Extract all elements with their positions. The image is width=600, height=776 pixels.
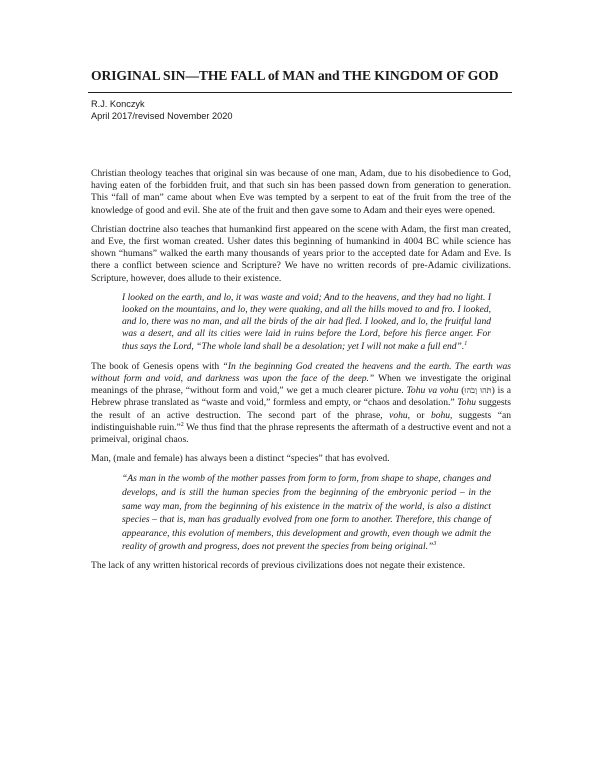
block-quote-earth bbox=[91, 292, 511, 353]
footnote-marker-1: 1 bbox=[464, 340, 468, 347]
term-tohu-va-vohu: Tohu va vohu bbox=[406, 385, 459, 397]
quote-text: I looked on the earth, and lo, it was waste and void; And to the heavens, and they had no light. I looked on the mountains, and lo, they were quaking, and all the hills moved to and fro. I looked, and lo, there was no man, and all the birds of the air had fled. I looked, and lo, the fruitful land was a desert, and all its cities were laid in ruins before the Lord, before his fierce anger. For thus says the Lord, “The whole land shall be a desolation; yet I will not make a full end”. bbox=[122, 291, 491, 352]
quote-text: “As man in the womb of the mother passes from form to form, from shape to shape, changes and develops, and is still the human species from the beginning of the embryonic period – in the same way man, from the beginning of his existence in the matrix of the world, is also a distinct species – that is, man has gradually evolved from one form to another. Therefore, this change of appearance, this evolution of members, this development and growth, even though we admit the reality of growth and progress, does not prevent the species from being original.” bbox=[122, 473, 491, 553]
genesis-quote: “In the beginning God created the heavens and the earth. The earth was without form and void, and darkness was upon the face of the deep.” bbox=[91, 360, 511, 385]
text-segment: suggests the result of an active destruction. The second part of the phrase, bbox=[91, 397, 511, 421]
text-segment: When we investigate the original meanings of the phrase, “without form and void,” we get a much clearer picture. bbox=[91, 373, 511, 397]
text-segment: ( bbox=[458, 385, 465, 397]
text-segment: ) is a Hebrew phrase translated as “waste and void,” formless and empty, or “chaos and desolation.” bbox=[91, 385, 511, 409]
hebrew-phrase: תֹּהוּ וָבֹהוּ bbox=[464, 386, 492, 396]
paragraph-genesis bbox=[91, 361, 511, 446]
revision-date: April 2017/revised November 2020 bbox=[91, 111, 233, 121]
text-segment: The book of Genesis opens with bbox=[91, 360, 223, 372]
document-body bbox=[91, 168, 511, 579]
text-segment: , or bbox=[407, 409, 431, 421]
paragraph-humankind: Christian doctrine also teaches that humankind first appeared on the scene with Adam, the first man created, and Eve, the first woman created. Usher dates this beginning of humankind in 4004 BC while science has shown “humans” walked the earth many thousands of years prior to the accepted date for Adam and Eve. Is there a conflict between science and Scripture? We have no written records of pre-Adamic civilizations. Scripture, however, does allude to their existence. bbox=[91, 223, 511, 284]
term-bohu: bohu bbox=[430, 409, 451, 421]
text-segment: , suggests “an indistinguishable ruin.” bbox=[91, 409, 511, 433]
paragraph-records: The lack of any written historical records of previous civilizations does not negate their existence. bbox=[91, 560, 466, 572]
footnote-marker-3: 3 bbox=[433, 541, 437, 548]
document-title: ORIGINAL SIN—THE FALL of MAN and THE KINGDOM OF GOD bbox=[91, 68, 499, 83]
title-rule bbox=[88, 92, 512, 93]
block-quote-evolution bbox=[91, 472, 511, 554]
footnote-marker-2: 2 bbox=[180, 421, 184, 428]
author-name: R.J. Konczyk bbox=[91, 99, 145, 109]
paragraph-species: Man, (male and female) has always been a distinct “species” that has evolved. bbox=[91, 453, 390, 465]
paragraph-original-sin: Christian theology teaches that original sin was because of one man, Adam, due to his disobedience to God, having eaten of the forbidden fruit, and that such sin has been passed down from generation to generation. This “fall of man” came about when Eve was tempted by a serpent to eat of the fruit from the tree of the knowledge of good and evil. She ate of the fruit and then gave some to Adam and their eyes were opened. bbox=[91, 168, 511, 216]
term-tohu: Tohu bbox=[457, 397, 476, 409]
term-vohu: vohu bbox=[389, 409, 408, 421]
text-segment: We thus find that the phrase represents the aftermath of a destructive event and not a primeival, original chaos. bbox=[91, 421, 512, 446]
